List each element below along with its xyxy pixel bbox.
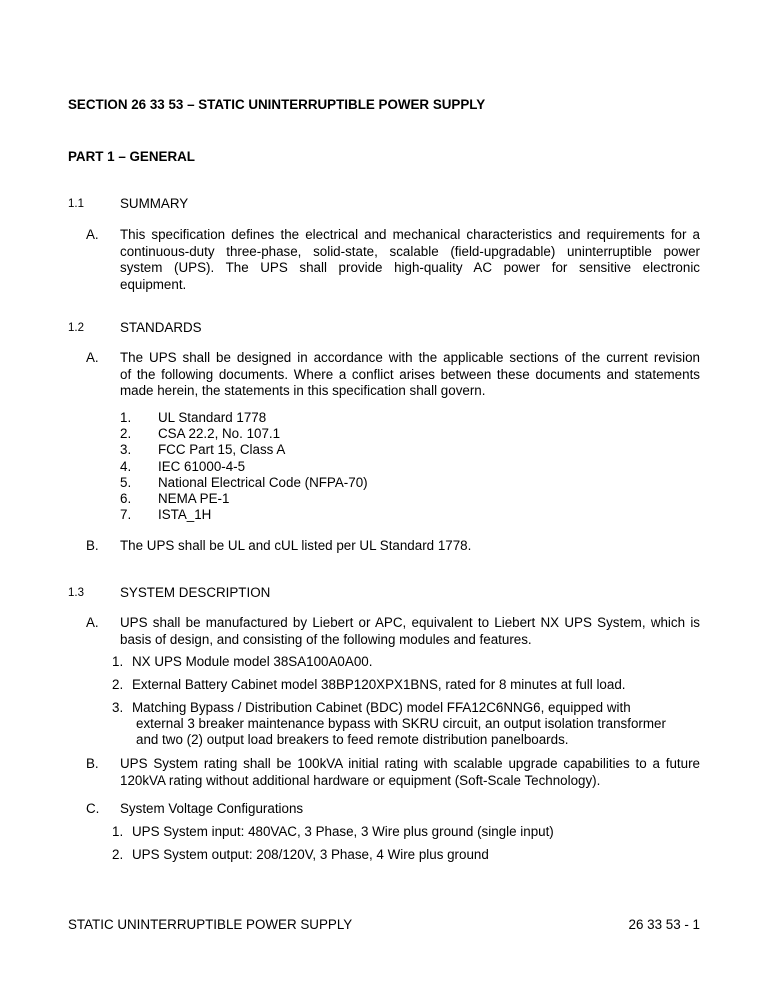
- paragraph-label: B.: [86, 538, 99, 553]
- article-title-standards: STANDARDS: [120, 320, 202, 335]
- text-line: The UPS shall be designed in accordance with the applicable sections of the current revision: [120, 350, 700, 365]
- text-line: continuous-duty three-phase, solid-state, scalable (field-upgradable) uninterruptible power: [120, 243, 700, 259]
- article-title-summary: SUMMARY: [120, 196, 189, 211]
- summary-paragraph: [120, 227, 700, 293]
- voltage-config-heading: System Voltage Configurations: [120, 801, 304, 816]
- footer-title: STATIC UNINTERRUPTIBLE POWER SUPPLY: [68, 917, 353, 932]
- text-line: basis of design, and consisting of the following modules and features.: [120, 631, 532, 647]
- standards-paragraph: [120, 350, 700, 400]
- article-title-system-description: SYSTEM DESCRIPTION: [120, 585, 271, 600]
- paragraph-label: A.: [86, 350, 99, 365]
- text-line: 120kVA rating without additional hardware or equipment (Soft-Scale Technology).: [120, 772, 601, 788]
- paragraph-label: A.: [86, 615, 99, 630]
- listing-paragraph: The UPS shall be UL and cUL listed per UL Standard 1778.: [120, 538, 472, 553]
- text-line: equipment.: [120, 276, 187, 292]
- text-line: UPS shall be manufactured by Liebert or APC, equivalent to Liebert NX UPS System, which is: [120, 615, 700, 630]
- article-number-1-1: 1.1: [68, 198, 84, 210]
- system-description-paragraph: [120, 615, 700, 648]
- article-number-1-2: 1.2: [68, 322, 84, 334]
- paragraph-label: B.: [86, 756, 99, 771]
- page-number: 26 33 53 - 1: [628, 917, 700, 932]
- text-line: UPS System rating shall be 100kVA initial rating with scalable upgrade capabilities to a future: [120, 756, 700, 771]
- part-title: PART 1 – GENERAL: [68, 149, 195, 164]
- section-title: SECTION 26 33 53 – STATIC UNINTERRUPTIBLE POWER SUPPLY: [68, 97, 486, 112]
- paragraph-label: C.: [86, 801, 100, 816]
- rating-paragraph: [120, 756, 700, 789]
- text-line: of the following documents. Where a conflict arises between these documents and statements: [120, 366, 700, 382]
- text-line: system (UPS). The UPS shall provide high-quality AC power for sensitive electronic: [120, 260, 700, 275]
- article-number-1-3: 1.3: [68, 587, 84, 599]
- paragraph-label: A.: [86, 227, 99, 242]
- text-line: made herein, the statements in this specification shall govern.: [120, 383, 486, 398]
- text-line: This specification defines the electrical and mechanical characteristics and requirements for a: [120, 227, 700, 242]
